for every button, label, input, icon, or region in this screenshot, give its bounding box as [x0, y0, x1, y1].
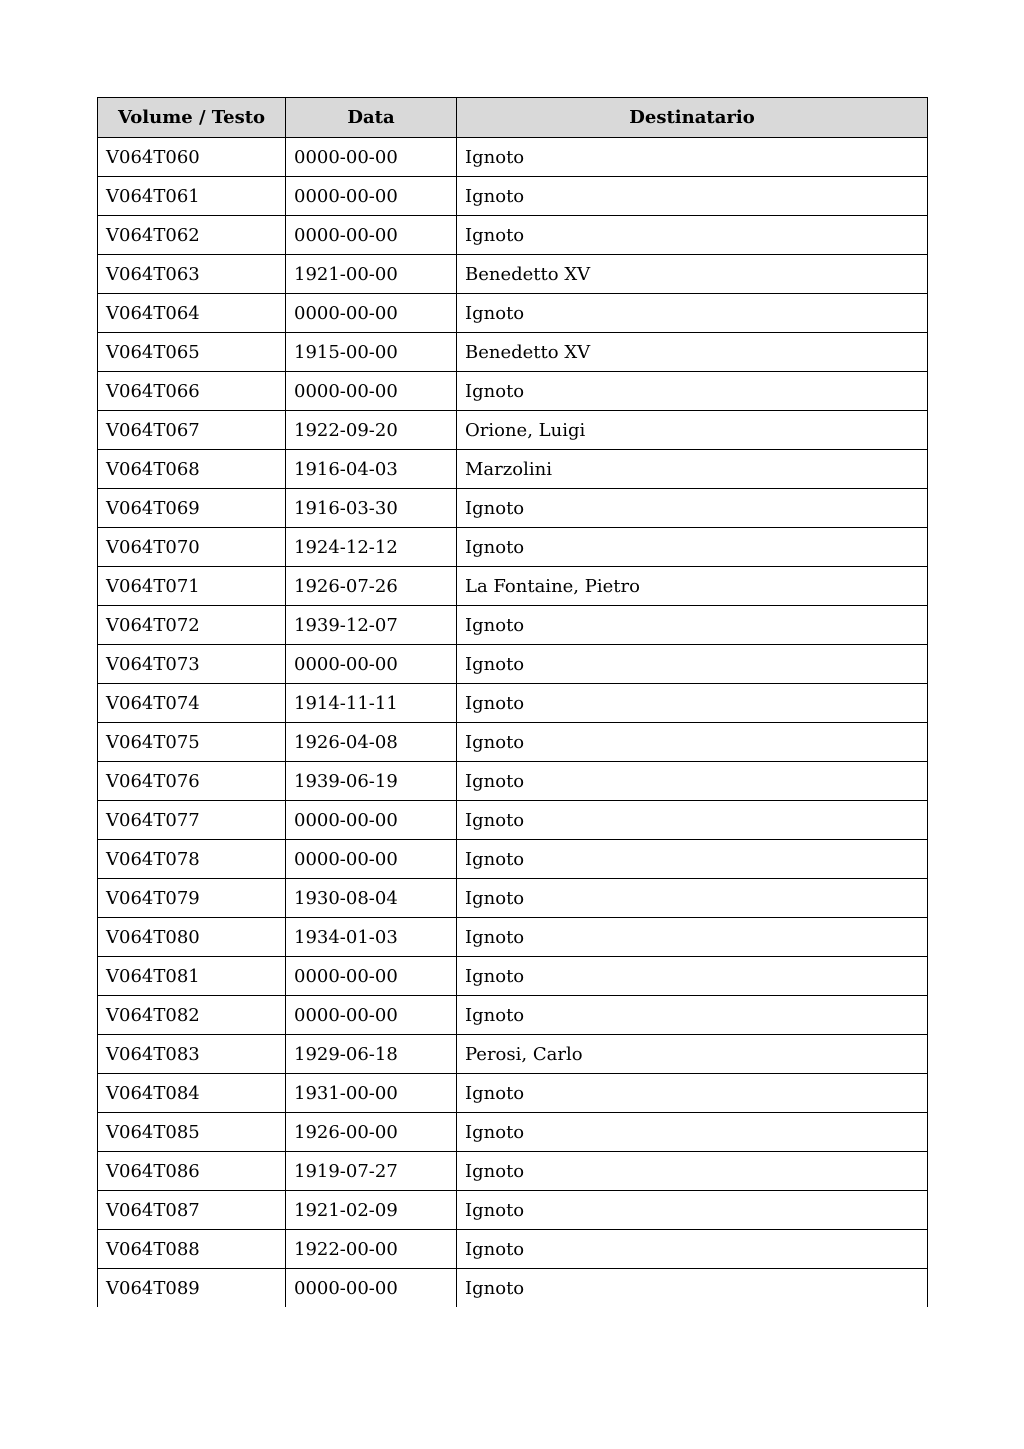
table-row: [98, 1074, 928, 1113]
cell-volume: V064T086: [98, 1152, 286, 1191]
table-row: [98, 1269, 928, 1308]
cell-volume: V064T076: [98, 762, 286, 801]
cell-recipient: Ignoto: [457, 840, 928, 879]
table-row: [98, 957, 928, 996]
table-row: [98, 996, 928, 1035]
cell-volume: V064T063: [98, 255, 286, 294]
table-row: [98, 528, 928, 567]
cell-volume: V064T088: [98, 1230, 286, 1269]
cell-date: 1916-03-30: [286, 489, 457, 528]
cell-volume: V064T070: [98, 528, 286, 567]
cell-volume: V064T083: [98, 1035, 286, 1074]
cell-volume: V064T065: [98, 333, 286, 372]
cell-recipient: Ignoto: [457, 801, 928, 840]
cell-date: 1919-07-27: [286, 1152, 457, 1191]
cell-volume: V064T072: [98, 606, 286, 645]
cell-date: 1930-08-04: [286, 879, 457, 918]
cell-date: 1914-11-11: [286, 684, 457, 723]
cell-date: 0000-00-00: [286, 996, 457, 1035]
cell-date: 1924-12-12: [286, 528, 457, 567]
cell-recipient: Ignoto: [457, 762, 928, 801]
table-row: [98, 606, 928, 645]
cell-recipient: Ignoto: [457, 1230, 928, 1269]
cell-date: 1939-06-19: [286, 762, 457, 801]
cell-recipient: Ignoto: [457, 1191, 928, 1230]
cell-volume: V064T062: [98, 216, 286, 255]
cell-volume: V064T064: [98, 294, 286, 333]
cell-volume: V064T082: [98, 996, 286, 1035]
column-header-date: Data: [286, 98, 457, 138]
table-row: [98, 1035, 928, 1074]
table-row: [98, 333, 928, 372]
cell-volume: V064T080: [98, 918, 286, 957]
table-row: [98, 762, 928, 801]
cell-recipient: Orione, Luigi: [457, 411, 928, 450]
cell-recipient: Ignoto: [457, 918, 928, 957]
cell-volume: V064T071: [98, 567, 286, 606]
cell-recipient: Ignoto: [457, 372, 928, 411]
table-row: [98, 801, 928, 840]
table-row: [98, 411, 928, 450]
cell-date: 0000-00-00: [286, 645, 457, 684]
cell-recipient: Ignoto: [457, 1113, 928, 1152]
cell-volume: V064T078: [98, 840, 286, 879]
table-row: [98, 177, 928, 216]
table-header-row: [98, 98, 928, 138]
table-row: [98, 645, 928, 684]
cell-recipient: Ignoto: [457, 1152, 928, 1191]
table-row: [98, 255, 928, 294]
table-row: [98, 138, 928, 177]
cell-recipient: Ignoto: [457, 138, 928, 177]
cell-date: 1922-09-20: [286, 411, 457, 450]
cell-date: 1926-07-26: [286, 567, 457, 606]
cell-recipient: Ignoto: [457, 528, 928, 567]
cell-date: 1929-06-18: [286, 1035, 457, 1074]
cell-volume: V064T067: [98, 411, 286, 450]
cell-date: 0000-00-00: [286, 294, 457, 333]
cell-volume: V064T089: [98, 1269, 286, 1308]
cell-volume: V064T085: [98, 1113, 286, 1152]
cell-recipient: Ignoto: [457, 996, 928, 1035]
cell-recipient: La Fontaine, Pietro: [457, 567, 928, 606]
cell-recipient: Ignoto: [457, 1074, 928, 1113]
cell-date: 1922-00-00: [286, 1230, 457, 1269]
table-row: [98, 1230, 928, 1269]
cell-date: 1915-00-00: [286, 333, 457, 372]
table-row: [98, 294, 928, 333]
cell-recipient: Ignoto: [457, 684, 928, 723]
table-row: [98, 723, 928, 762]
cell-date: 1926-00-00: [286, 1113, 457, 1152]
column-header-recipient: Destinatario: [457, 98, 928, 138]
cell-recipient: Ignoto: [457, 1269, 928, 1308]
cell-recipient: Ignoto: [457, 957, 928, 996]
letters-table: [97, 97, 928, 1307]
cell-volume: V064T084: [98, 1074, 286, 1113]
cell-volume: V064T060: [98, 138, 286, 177]
cell-recipient: Ignoto: [457, 177, 928, 216]
cell-date: 1921-02-09: [286, 1191, 457, 1230]
cell-recipient: Ignoto: [457, 606, 928, 645]
table-row: [98, 372, 928, 411]
table-row: [98, 684, 928, 723]
cell-volume: V064T073: [98, 645, 286, 684]
document-page: [97, 97, 927, 1307]
cell-date: 0000-00-00: [286, 957, 457, 996]
cell-recipient: Ignoto: [457, 489, 928, 528]
table-row: [98, 216, 928, 255]
cell-volume: V064T087: [98, 1191, 286, 1230]
cell-recipient: Ignoto: [457, 294, 928, 333]
cell-date: 0000-00-00: [286, 372, 457, 411]
cell-recipient: Perosi, Carlo: [457, 1035, 928, 1074]
cell-recipient: Benedetto XV: [457, 255, 928, 294]
cell-date: 0000-00-00: [286, 801, 457, 840]
cell-volume: V064T061: [98, 177, 286, 216]
cell-volume: V064T066: [98, 372, 286, 411]
cell-volume: V064T074: [98, 684, 286, 723]
cell-date: 1926-04-08: [286, 723, 457, 762]
cell-volume: V064T077: [98, 801, 286, 840]
cell-date: 0000-00-00: [286, 1269, 457, 1308]
cell-date: 0000-00-00: [286, 840, 457, 879]
column-header-volume: Volume / Testo: [98, 98, 286, 138]
table-row: [98, 879, 928, 918]
cell-volume: V064T068: [98, 450, 286, 489]
cell-date: 1934-01-03: [286, 918, 457, 957]
table-body: [98, 138, 928, 1308]
cell-volume: V064T081: [98, 957, 286, 996]
cell-recipient: Ignoto: [457, 879, 928, 918]
table-row: [98, 489, 928, 528]
cell-date: 0000-00-00: [286, 138, 457, 177]
cell-recipient: Marzolini: [457, 450, 928, 489]
cell-volume: V064T079: [98, 879, 286, 918]
cell-date: 1916-04-03: [286, 450, 457, 489]
cell-date: 0000-00-00: [286, 177, 457, 216]
table-row: [98, 567, 928, 606]
cell-recipient: Ignoto: [457, 723, 928, 762]
cell-volume: V064T075: [98, 723, 286, 762]
table-row: [98, 840, 928, 879]
table-row: [98, 1191, 928, 1230]
cell-date: 0000-00-00: [286, 216, 457, 255]
table-row: [98, 1113, 928, 1152]
cell-date: 1939-12-07: [286, 606, 457, 645]
cell-recipient: Ignoto: [457, 645, 928, 684]
cell-recipient: Ignoto: [457, 216, 928, 255]
cell-recipient: Benedetto XV: [457, 333, 928, 372]
cell-date: 1921-00-00: [286, 255, 457, 294]
table-row: [98, 450, 928, 489]
cell-volume: V064T069: [98, 489, 286, 528]
table-row: [98, 1152, 928, 1191]
table-row: [98, 918, 928, 957]
cell-date: 1931-00-00: [286, 1074, 457, 1113]
